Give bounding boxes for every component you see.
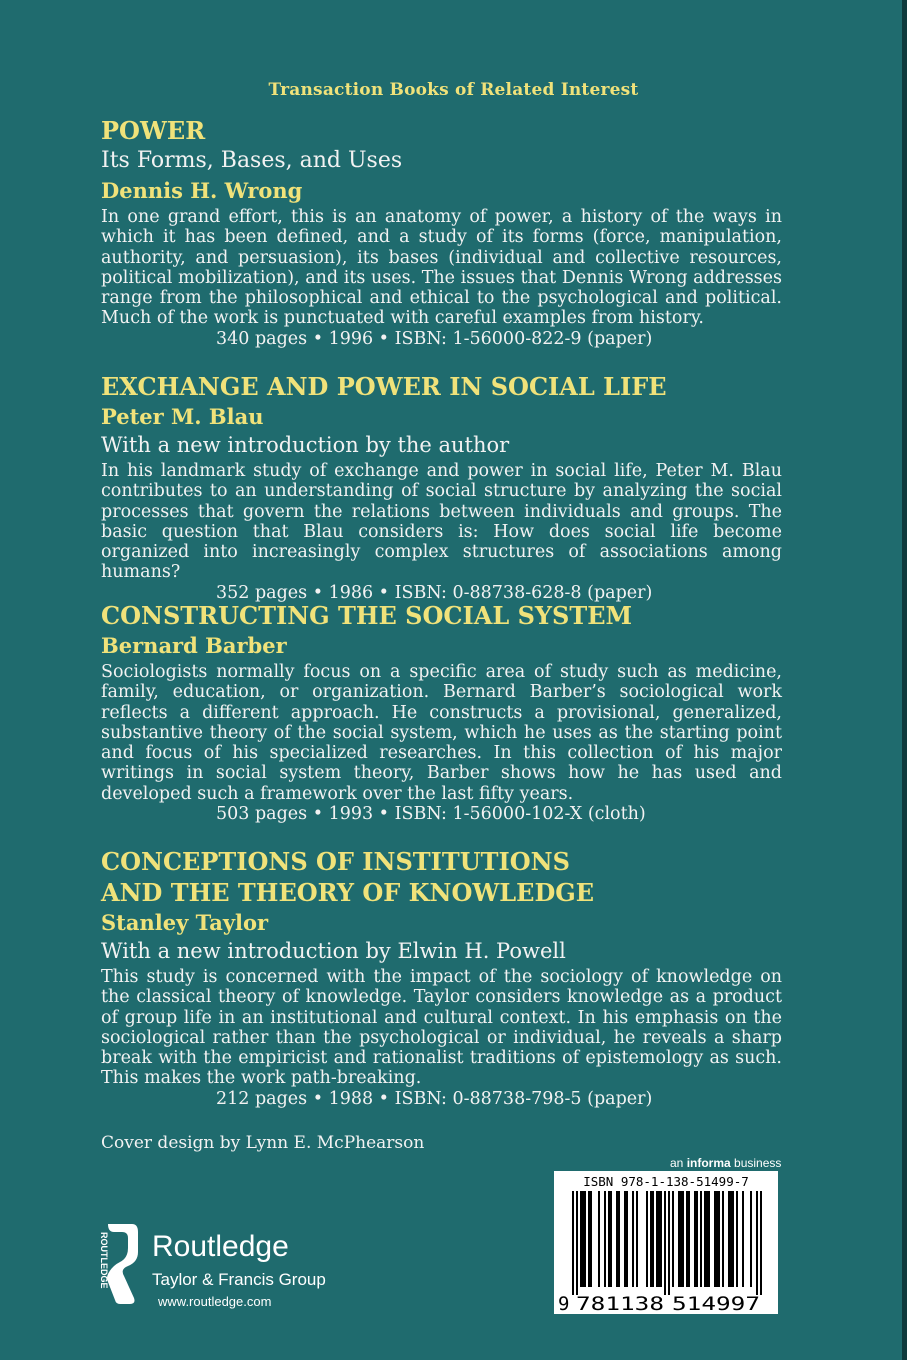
barcode-bar <box>678 1191 680 1287</box>
barcode-bar <box>610 1191 612 1287</box>
barcode-bar <box>626 1191 628 1287</box>
book-entry-conceptions <box>101 846 782 1110</box>
series-header: Transaction Books of Related Interest <box>268 80 639 100</box>
barcode-bar <box>632 1191 634 1287</box>
barcode-digit-first: 9 <box>558 1293 570 1314</box>
barcode-bar <box>696 1191 698 1287</box>
barcode-bar <box>760 1191 762 1295</box>
book-author: Bernard Barber <box>101 633 287 658</box>
barcode-bar <box>682 1191 684 1287</box>
barcode-bar <box>572 1191 574 1295</box>
book-entry-power <box>101 115 782 350</box>
barcode-bar <box>618 1191 620 1287</box>
routledge-r-mark-icon <box>94 1222 138 1308</box>
barcode-bar <box>616 1191 618 1287</box>
book-title: EXCHANGE AND POWER IN SOCIAL LIFE <box>101 372 667 401</box>
isbn-barcode <box>554 1171 778 1314</box>
book-title: CONCEPTIONS OF INSTITUTIONS <box>101 847 570 876</box>
barcode-bar <box>706 1191 708 1287</box>
book-meta: 352 pages • 1986 • ISBN: 0-88738-628-8 (paper) <box>216 582 653 603</box>
book-title: CONSTRUCTING THE SOCIAL SYSTEM <box>101 601 633 630</box>
book-intro-note: With a new introduction by Elwin H. Powell <box>101 939 566 963</box>
book-description: Sociologists normally focus on a specific area of study such as medicine, family, education, or organization. Bernard Barber’s sociological work reflects a different approach. He constructs a provisional, generalized, substantive theory of the social system, which he uses as the starting point and focus of his specialized researches. In this collection of his major writings in social system theory, Barber shows how he has used and developed such a framework over the last fifty years. <box>101 662 782 804</box>
barcode-bar <box>730 1191 732 1287</box>
book-intro-note: With a new introduction by the author <box>101 433 510 457</box>
barcode-bar <box>646 1191 648 1287</box>
book-meta: 212 pages • 1988 • ISBN: 0-88738-798-5 (paper) <box>216 1088 653 1109</box>
barcode-bar <box>658 1191 660 1287</box>
cover-design-credit: Cover design by Lynn E. McPhearson <box>101 1133 425 1153</box>
barcode-bar <box>660 1191 662 1287</box>
book-meta: 340 pages • 1996 • ISBN: 1-56000-822-9 (paper) <box>216 328 653 349</box>
barcode-bar <box>756 1191 758 1295</box>
barcode-bar <box>694 1191 696 1287</box>
barcode-bar <box>584 1191 586 1287</box>
barcode-bar <box>736 1191 738 1287</box>
barcode-bar <box>580 1191 582 1287</box>
publisher-group: Taylor & Francis Group <box>152 1270 326 1289</box>
informa-suffix: business <box>730 1156 782 1170</box>
book-author: Dennis H. Wrong <box>101 178 303 203</box>
barcode-bar <box>722 1191 724 1287</box>
book-subtitle: Its Forms, Bases, and Uses <box>101 148 403 173</box>
barcode-bar <box>708 1191 710 1287</box>
book-author: Peter M. Blau <box>101 404 264 429</box>
barcode-bar <box>668 1191 670 1295</box>
barcode-bar <box>732 1191 734 1287</box>
barcode-digits-right: 514997 <box>672 1293 760 1314</box>
barcode-bar <box>704 1191 706 1287</box>
publisher-url: www.routledge.com <box>158 1294 272 1309</box>
barcode-bar <box>742 1191 744 1287</box>
barcode-bar <box>672 1191 674 1287</box>
barcode-bar <box>636 1191 638 1287</box>
barcode-bar <box>656 1191 658 1287</box>
book-description: In his landmark study of exchange and power in social life, Peter M. Blau contributes to an understanding of social structure by analyzing the social processes that govern the relations between individuals and groups. The basic question that Blau considers is: How does social life become organized into increasingly complex structures of associations among humans? <box>101 461 782 583</box>
barcode-bar <box>728 1191 730 1287</box>
barcode-bars <box>554 1171 778 1314</box>
book-entry-exchange <box>101 371 782 604</box>
book-description: This study is concerned with the impact of the sociology of knowledge on the classical theory of knowledge. Taylor considers knowledge as a product of group life in an institutional and cultural context. In his emphasis on the sociological rather than the psychological or individual, he reveals a sharp break with the empiricist and rationalist traditions of epistemology as such. This makes the work path-breaking. <box>101 967 782 1089</box>
barcode-digits-left: 781138 <box>576 1293 664 1314</box>
informa-prefix: an <box>670 1156 687 1170</box>
barcode-bar <box>750 1191 752 1287</box>
barcode-bar <box>576 1191 578 1295</box>
barcode-bar <box>608 1191 610 1287</box>
cover-edge-strip <box>902 0 907 1360</box>
barcode-bar <box>582 1191 584 1287</box>
barcode-bar <box>716 1191 718 1287</box>
book-title: POWER <box>101 116 206 145</box>
barcode-bar <box>590 1191 592 1287</box>
barcode-bar <box>686 1191 688 1287</box>
book-title-line-2: AND THE THEORY OF KNOWLEDGE <box>101 878 595 907</box>
barcode-bar <box>700 1191 702 1287</box>
book-description: In one grand effort, this is an anatomy of power, a history of the ways in which it has been defined, and a study of its forms (force, manipulation, authority, and persuasion), its bases (individual and collective resources, political mobilization), and its uses. The issues that Dennis Wrong addresses range from the philosophical and ethical to the psychological and political. Much of the work is punctuated with careful examples from history. <box>101 207 782 329</box>
book-author: Stanley Taylor <box>101 910 269 935</box>
barcode-bar <box>714 1191 716 1287</box>
informa-business-line <box>670 1156 781 1170</box>
barcode-bar <box>718 1191 720 1287</box>
barcode-bar <box>588 1191 590 1287</box>
barcode-bar <box>624 1191 626 1287</box>
barcode-bar <box>680 1191 682 1287</box>
publisher-name: Routledge <box>152 1230 289 1263</box>
barcode-bar <box>688 1191 690 1287</box>
book-entry-constructing <box>101 600 782 825</box>
book-meta: 503 pages • 1993 • ISBN: 1-56000-102-X (cloth) <box>216 804 646 825</box>
routledge-logo <box>94 1222 344 1312</box>
routledge-vertical-text: ROUTLEDGE <box>99 1232 109 1289</box>
barcode-bar <box>664 1191 666 1295</box>
barcode-bar <box>652 1191 654 1287</box>
barcode-bar <box>598 1191 600 1287</box>
isbn-label: ISBN 978-1-138-51499-7 <box>583 1174 749 1189</box>
barcode-bar <box>650 1191 652 1287</box>
informa-brand: informa <box>686 1156 731 1170</box>
barcode-bar <box>604 1191 606 1287</box>
